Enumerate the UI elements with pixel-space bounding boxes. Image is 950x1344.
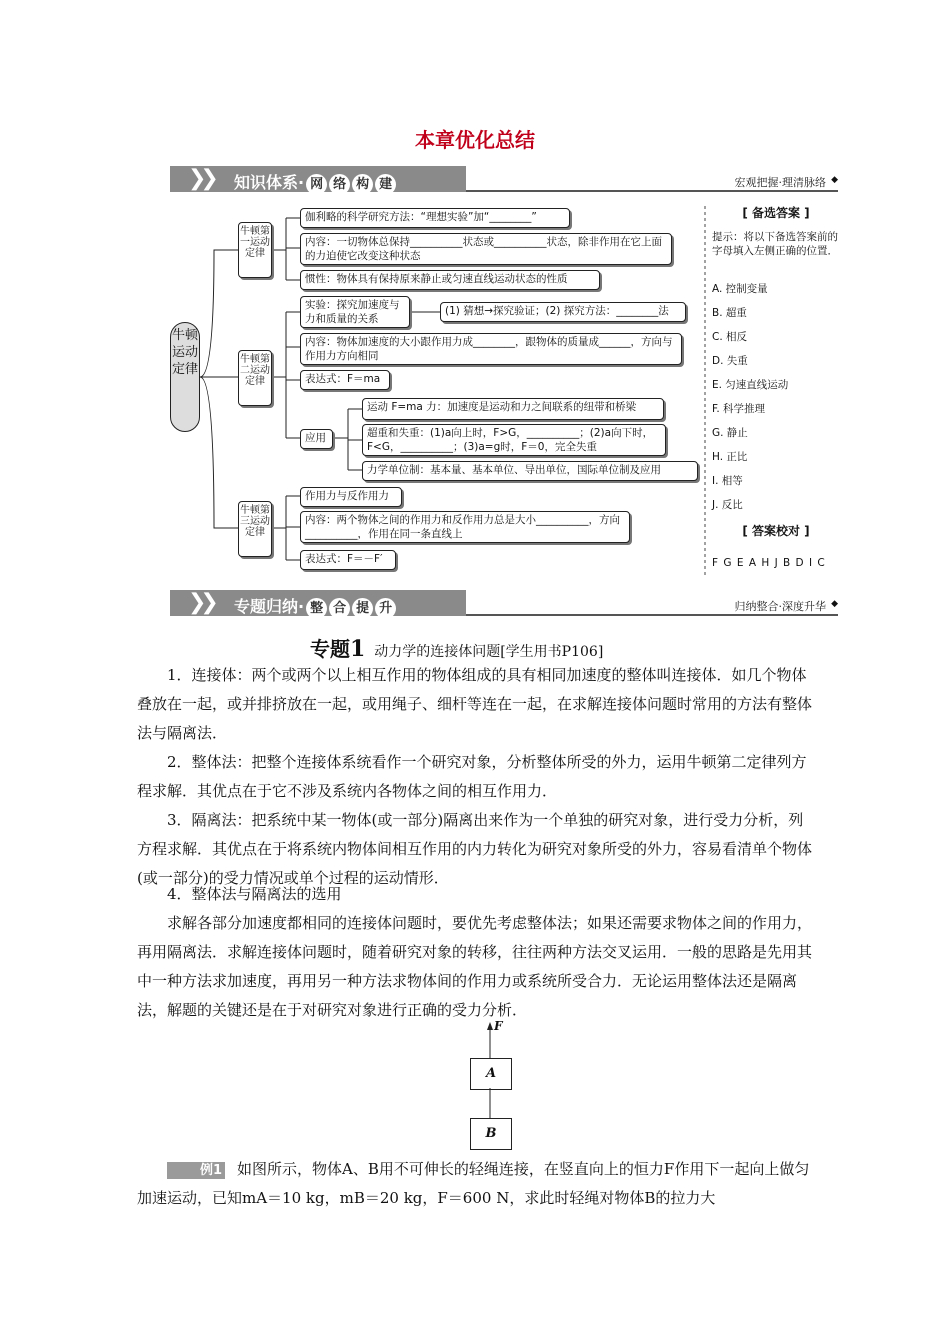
answers-key: F G E A H J B D I C [712, 557, 826, 569]
law2-content: 内容：物体加速度的大小跟作用力成________，跟物体的质量成______，方向与作用力方向相同 [300, 333, 682, 365]
block-b: B [470, 1118, 512, 1150]
option-item: I. 相等 [712, 475, 743, 487]
answers-heading: [ 答案校对 ] [742, 524, 810, 538]
diamond-icon: ◆ [831, 599, 838, 609]
options-hint: 提示：将以下备选答案前的字母填入左侧正确的位置． [712, 231, 838, 257]
banner-char: 升 [375, 598, 396, 619]
banner-char: 络 [329, 174, 350, 195]
option-item: F. 科学推理 [712, 403, 766, 415]
banner-right-text: 宏观把握·理清脉络 [734, 176, 826, 189]
option-item: E. 匀速直线运动 [712, 379, 789, 391]
paragraph: 求解各部分加速度都相同的连接体问题时，要优先考虑整体法；如果还需要求物体之间的作用力，再用隔离法．求解连接体问题时，随着研究对象的转移，往往两种方法交叉运用．一般的思路是先用其中一种方法求加速度，再用另一种方法求物体间的作用力或系统所受合力．无论运用整体法还是隔离法，解题的关键还是在于对研究对象进行正确的受力分析． [137, 914, 813, 1019]
options-heading: [ 备选答案 ] [742, 206, 810, 220]
map-root: 牛顿运动定律 [170, 322, 200, 432]
law2-expression: 表达式：F＝ma [300, 370, 390, 390]
summary-banner [170, 590, 838, 616]
banner-char: 建 [375, 174, 396, 195]
law1-node: 牛顿第一运动定律 [238, 222, 272, 278]
diamond-icon: ◆ [831, 175, 838, 185]
block-a: A [470, 1058, 512, 1090]
option-item: J. 反比 [712, 499, 743, 511]
banner-char: 提 [352, 598, 373, 619]
option-item: H. 正比 [712, 451, 748, 463]
law3-action-reaction: 作用力与反作用力 [300, 487, 402, 507]
banner-char: 网 [306, 174, 327, 195]
banner-label: 专题归纳· [234, 597, 305, 616]
banner-label: 知识体系· [234, 173, 305, 192]
paragraph: 2．整体法：把整个连接体系统看作一个研究对象，分析整体所受的外力，运用牛顿第二定律列方程求解．其优点在于它不涉及系统内各物体之间的相互作用力． [137, 753, 807, 800]
banner-right-text: 归纳整合·深度升华 [734, 600, 826, 613]
option-item: G. 静止 [712, 427, 748, 439]
motion-force-bridge: 运动 F=ma 力：加速度是运动和力之间联系的纽带和桥梁 [362, 398, 664, 420]
option-item: A. 控制变量 [712, 283, 768, 295]
banner-char: 构 [352, 174, 373, 195]
section-title: 动力学的连接体问题[学生用书P106] [374, 644, 604, 660]
force-label: F [494, 1019, 503, 1033]
paragraph: 1．连接体：两个或两个以上相互作用的物体组成的具有相同加速度的整体叫连接体．如几个物体叠放在一起，或并排挤放在一起，或用绳子、细杆等连在一起，在求解连接体问题时常用的方法有整体法与隔离法． [137, 666, 813, 742]
law2-application: 应用 [300, 429, 333, 449]
option-item: D. 失重 [712, 355, 748, 367]
law1-content: 内容：一切物体总保持__________状态或__________状态，除非作用在它上面的力迫使它改变这种状态 [300, 233, 672, 265]
law2-experiment-detail: (1) 猜想→探究验证；(2) 探究方法：________法 [440, 302, 686, 322]
banner-char: 合 [329, 598, 350, 619]
page-title: 本章优化总结 [415, 128, 535, 152]
law1-method: 伽利略的科学研究方法：“理想实验”加“________” [300, 208, 570, 228]
chevron-icon: ❯❯ [188, 166, 213, 191]
law1-inertia: 惯性：物体具有保持原来静止或匀速直线运动状态的性质 [300, 270, 600, 290]
section-number: 1 [350, 636, 366, 662]
banner-char: 整 [306, 598, 327, 619]
option-item: C. 相反 [712, 331, 748, 343]
section-label: 专题 [310, 637, 350, 661]
law2-node: 牛顿第二运动定律 [238, 350, 272, 406]
chevron-icon: ❯❯ [188, 590, 213, 615]
paragraph: 4．整体法与隔离法的选用 [167, 885, 342, 903]
unit-system: 力学单位制：基本量、基本单位、导出单位，国际单位制及应用 [362, 461, 698, 481]
option-item: B. 超重 [712, 307, 747, 319]
law2-experiment: 实验：探究加速度与力和质量的关系 [300, 296, 410, 328]
law3-node: 牛顿第三运动定律 [238, 501, 272, 557]
section-heading [310, 633, 603, 662]
example-tag: 例1 [167, 1162, 225, 1179]
example-text [137, 1155, 817, 1213]
law3-expression: 表达式：F＝－F′ [300, 550, 396, 570]
paragraph: 3．隔离法：把系统中某一物体(或一部分)隔离出来作为一个单独的研究对象，进行受力分析，列方程求解．其优点在于将系统内物体间相互作用的内力转化为研究对象所受的外力，容易看清单个物体(或一部分)的受力情况或单个过程的运动情形． [137, 811, 813, 887]
map-connectors [0, 0, 950, 600]
example-body: 如图所示，物体A、B用不可伸长的轻绳连接，在竖直向上的恒力F作用下一起向上做匀加速运动，已知mA＝10 kg，mB＝20 kg，F＝600 N，求此时轻绳对物体B的拉力大 [137, 1160, 810, 1207]
law3-content: 内容：两个物体之间的作用力和反作用力总是大小__________，方向__________，作用在同一条直线上 [300, 511, 630, 543]
overweight-weightless: 超重和失重：(1)a向上时，F>G，__________；(2)a向下时，F<G，__________；(3)a=g时，F＝0，完全失重 [362, 424, 666, 456]
